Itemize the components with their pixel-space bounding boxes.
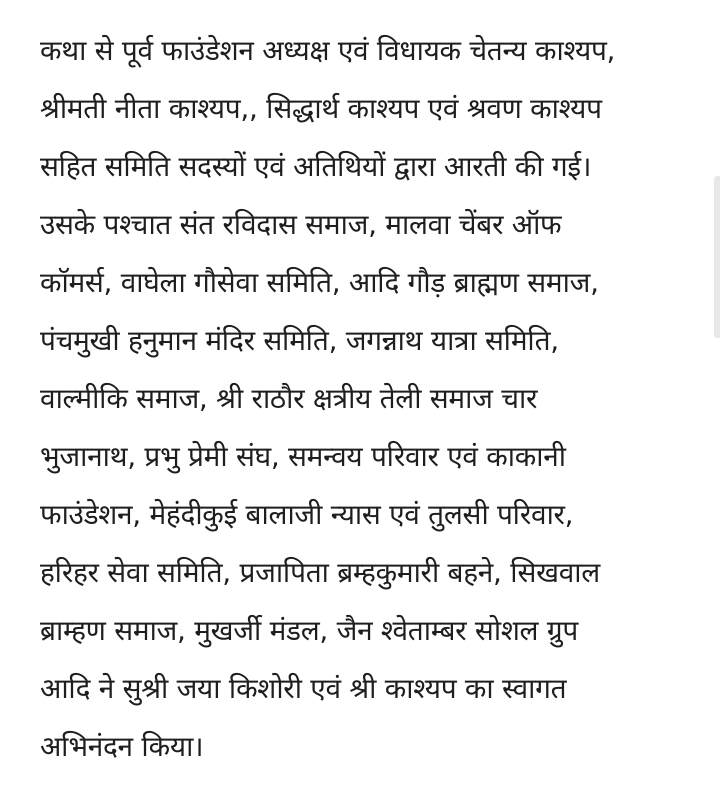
article-line: पंचमुखी हनुमान मंदिर समिति, जगन्नाथ यात्रा समिति, <box>40 324 559 357</box>
article-line: वाल्मीकि समाज, श्री राठौर क्षत्रीय तेली समाज चार <box>40 382 538 415</box>
article-line: हरिहर सेवा समिति, प्रजापिता ब्रम्हकुमारी बहने, सिखवाल <box>40 556 600 589</box>
article-body <box>40 22 700 776</box>
article-line: कथा से पूर्व फाउंडेशन अध्यक्ष एवं विधायक चेतन्य काश्यप, <box>40 34 616 67</box>
article-line: सहित समिति सदस्यों एवं अतिथियों द्वारा आरती की गई। <box>40 150 592 183</box>
article-line: श्रीमती नीता काश्यप,, सिद्धार्थ काश्यप एवं श्रवण काश्यप <box>40 92 602 125</box>
article-line: कॉमर्स, वाघेला गौसेवा समिति, आदि गौड़ ब्राह्मण समाज, <box>40 266 599 299</box>
article-line: फाउंडेशन, मेहंदीकुई बालाजी न्यास एवं तुलसी परिवार, <box>40 498 574 531</box>
article-line: अभिनंदन किया। <box>40 730 204 763</box>
scroll-indicator[interactable] <box>714 176 720 338</box>
article-line: आदि ने सुश्री जया किशोरी एवं श्री काश्यप का स्वागत <box>40 672 567 705</box>
article-line: ब्राम्हण समाज, मुखर्जी मंडल, जैन श्वेताम्बर सोशल ग्रुप <box>40 614 578 647</box>
article-line: उसके पश्चात संत रविदास समाज, मालवा चेंबर ऑफ <box>40 208 562 241</box>
article-line: भुजानाथ, प्रभु प्रेमी संघ, समन्वय परिवार एवं काकानी <box>40 440 566 473</box>
